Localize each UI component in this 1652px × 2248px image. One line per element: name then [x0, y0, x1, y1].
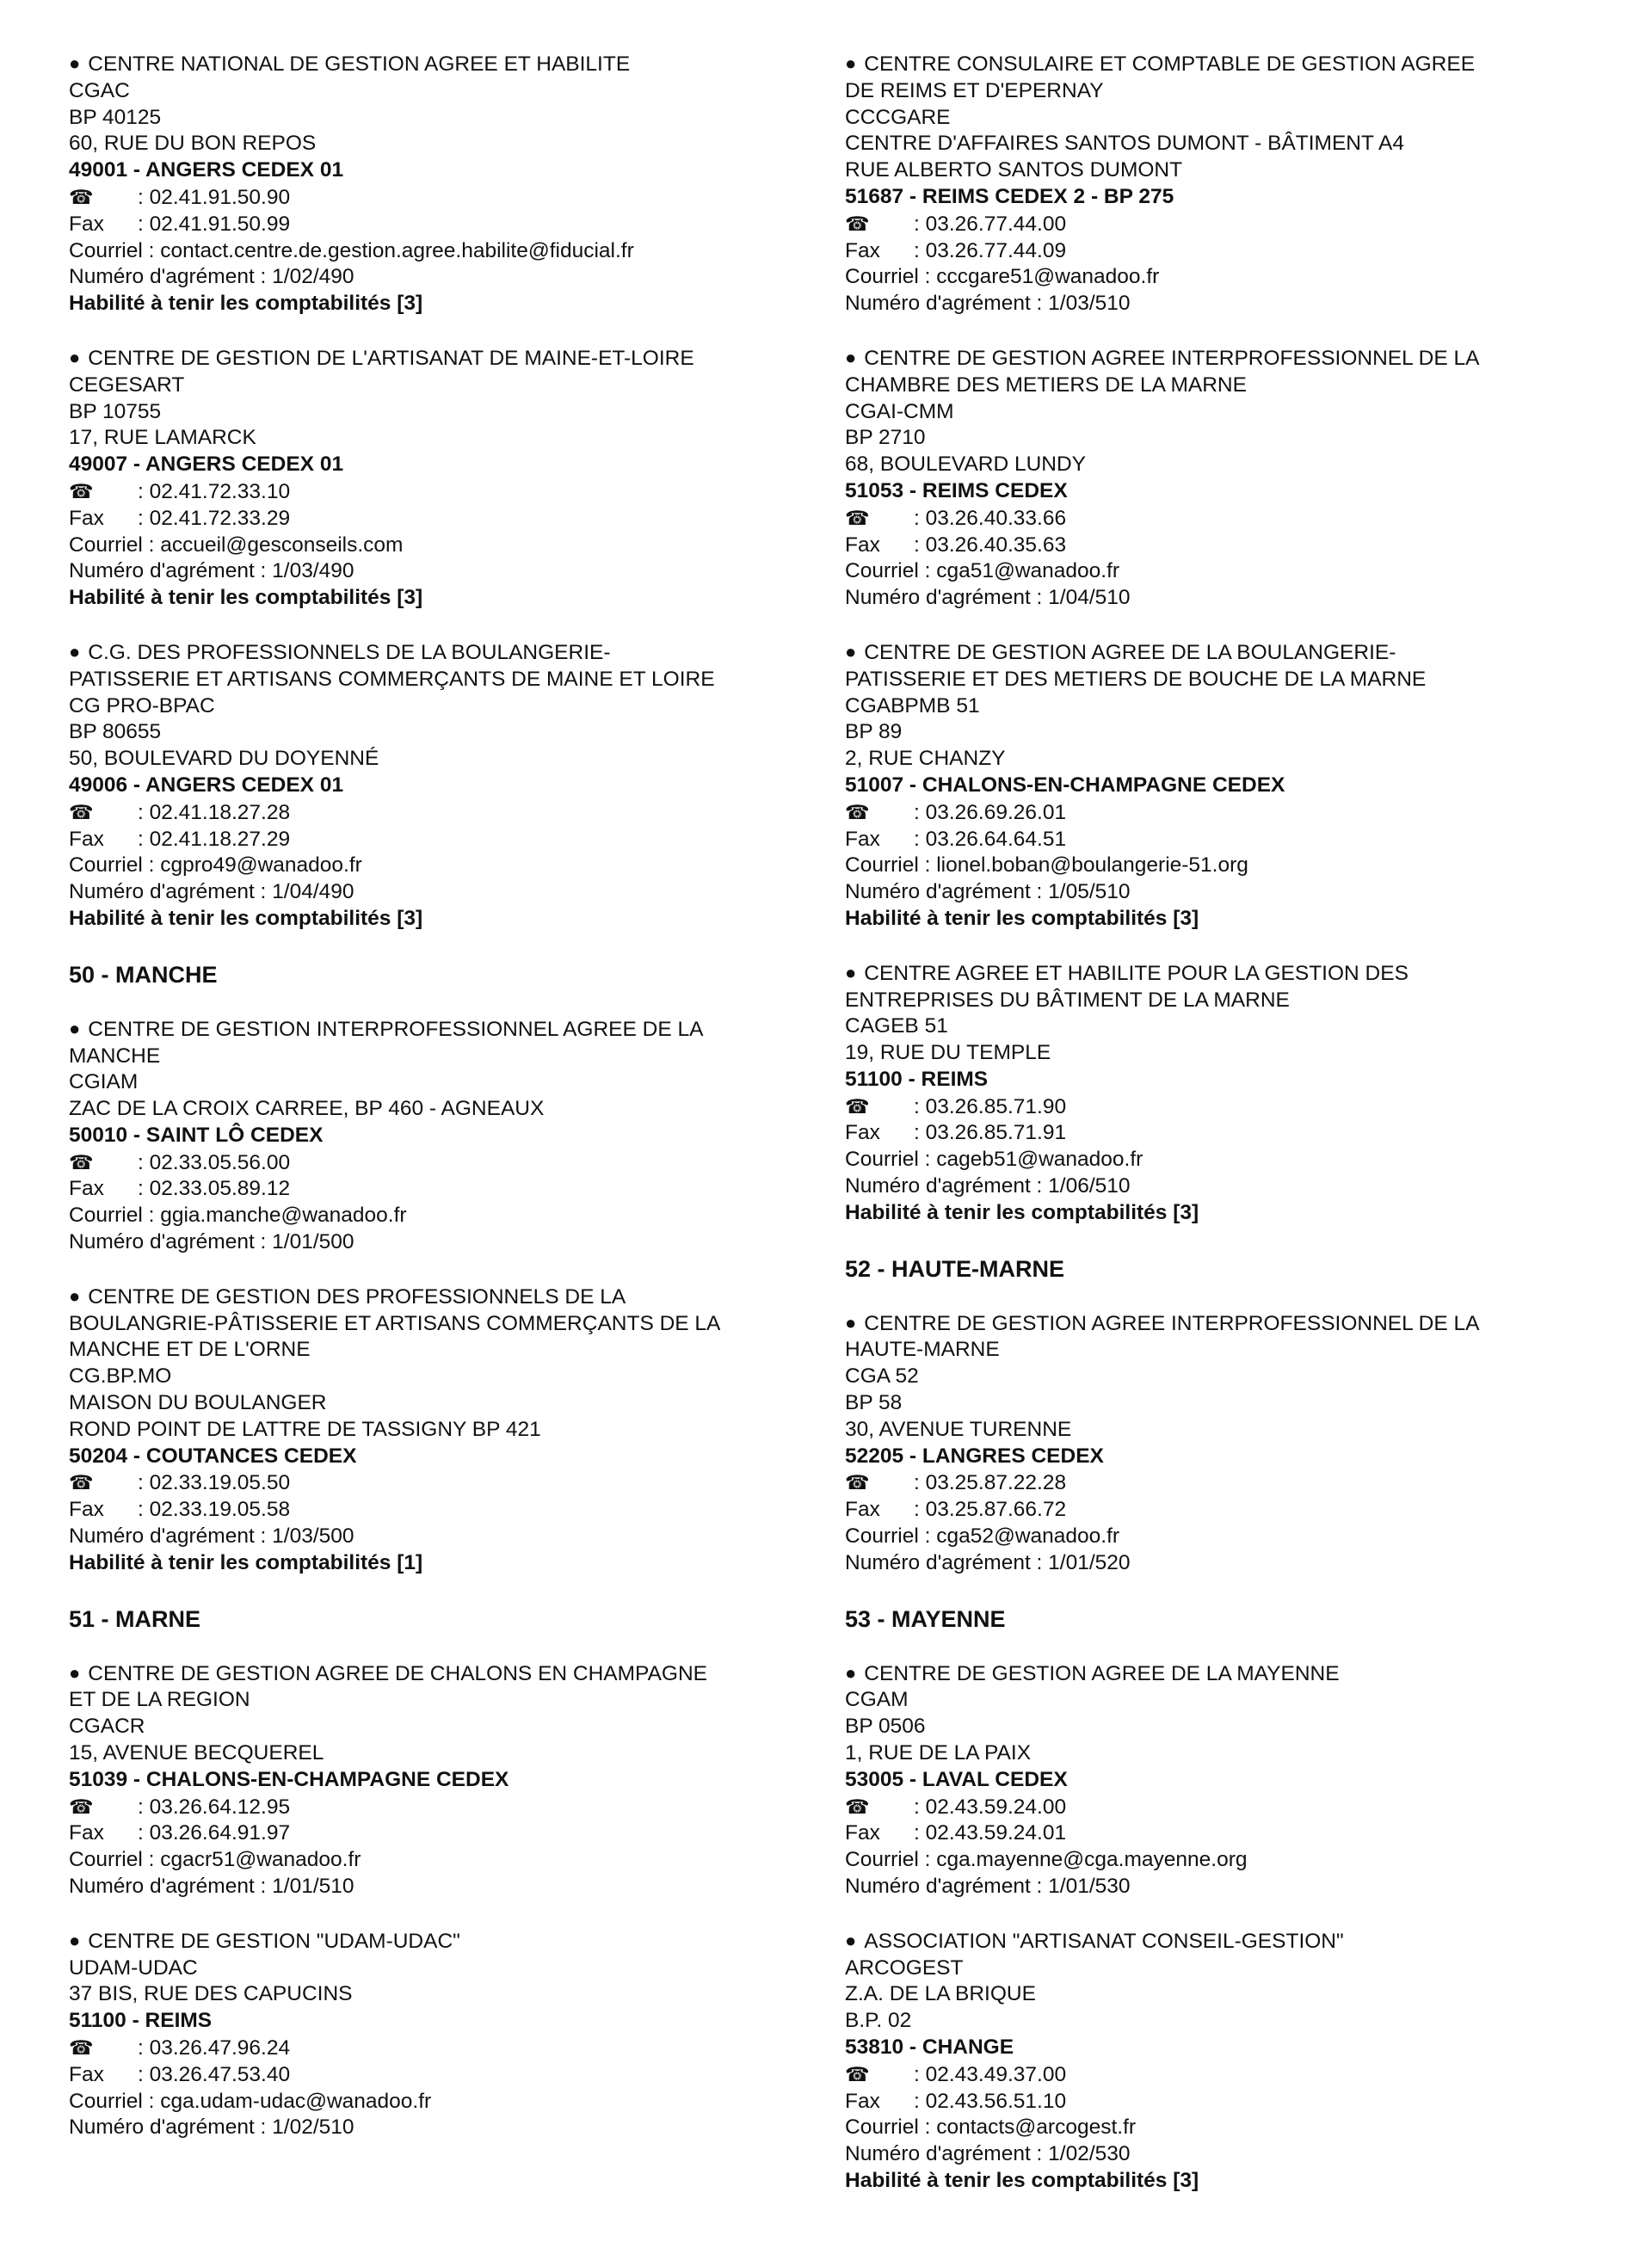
- address-line: CG.BP.MO: [69, 1364, 172, 1389]
- entry-name-line: [69, 1284, 843, 1311]
- address-line: CCCGARE: [845, 105, 951, 129]
- directory-entry: [69, 640, 843, 933]
- address-line: BP 40125: [69, 105, 162, 129]
- email-line: Courriel : cga.udam-udac@wanadoo.fr: [69, 2089, 432, 2113]
- entry-name-text: ASSOCIATION "ARTISANAT CONSEIL-GESTION": [864, 1929, 1344, 1953]
- email-line: Courriel : cga52@wanadoo.fr: [845, 1524, 1120, 1549]
- address-line: CGABPMB 51: [845, 693, 980, 718]
- address-line: BP 10755: [69, 399, 162, 423]
- fax-label: Fax: [69, 1498, 104, 1522]
- entry-name-line: [845, 373, 1619, 399]
- telephone-icon: ☎: [845, 1094, 870, 1118]
- telephone-row: [69, 1149, 843, 1177]
- email-line: Courriel : ggia.manche@wanadoo.fr: [69, 1204, 407, 1228]
- habilitation-note: Habilité à tenir les comptabilités [3]: [69, 292, 423, 316]
- fax-label: Fax: [845, 1121, 880, 1145]
- entry-name-text: CENTRE NATIONAL DE GESTION AGREE ET HABILITE: [88, 52, 631, 76]
- directory-entry: [845, 1929, 1619, 2195]
- telephone-icon: ☎: [845, 2062, 870, 2085]
- entry-name-text: MANCHE ET DE L'ORNE: [69, 1338, 311, 1362]
- entry-name-line: [69, 1017, 843, 1044]
- fax-label: Fax: [845, 1821, 880, 1845]
- directory-entry: [69, 1017, 843, 1256]
- telephone-number: : 02.41.72.33.10: [138, 479, 291, 503]
- agrement-number: Numéro d'agrément : 1/03/490: [69, 559, 354, 583]
- entry-name-text: MANCHE: [69, 1044, 161, 1068]
- agrement-number: Numéro d'agrément : 1/04/510: [845, 586, 1131, 610]
- telephone-row: [69, 2035, 843, 2062]
- entry-name-line: [69, 1929, 843, 1955]
- telephone-icon: ☎: [69, 1471, 94, 1494]
- entry-name-line: [845, 78, 1619, 105]
- entry-name-line: [845, 988, 1619, 1014]
- entry-name-text: BOULANGRIE-PÂTISSERIE ET ARTISANS COMMERÇANTS DE LA: [69, 1311, 721, 1335]
- telephone-row: [845, 799, 1619, 827]
- bullet-icon: ●: [845, 961, 857, 983]
- telephone-icon: ☎: [845, 212, 870, 235]
- agrement-number: Numéro d'agrément : 1/01/520: [845, 1550, 1131, 1574]
- address-line: CGAC: [69, 78, 130, 102]
- entry-name-text: PATISSERIE ET DES METIERS DE BOUCHE DE LA MARNE: [845, 667, 1427, 691]
- fax-row: [69, 506, 843, 533]
- telephone-number: : 03.26.47.96.24: [138, 2036, 291, 2060]
- address-line: ROND POINT DE LATTRE DE TASSIGNY BP 421: [69, 1417, 541, 1441]
- habilitation-note: Habilité à tenir les comptabilités [3]: [845, 2168, 1199, 2192]
- agrement-number: Numéro d'agrément : 1/01/530: [845, 1875, 1131, 1899]
- postal-city: 49007 - ANGERS CEDEX 01: [69, 453, 344, 477]
- email-line: Courriel : cga51@wanadoo.fr: [845, 559, 1120, 583]
- fax-number: : 03.26.40.35.63: [914, 533, 1067, 557]
- telephone-number: : 03.26.69.26.01: [914, 800, 1067, 824]
- telephone-number: : 03.26.40.33.66: [914, 506, 1067, 530]
- address-line: CENTRE D'AFFAIRES SANTOS DUMONT - BÂTIMENT A4: [845, 132, 1404, 156]
- fax-row: [845, 1497, 1619, 1524]
- agrement-number: Numéro d'agrément : 1/02/510: [69, 2116, 354, 2140]
- address-line: ZAC DE LA CROIX CARREE, BP 460 - AGNEAUX: [69, 1097, 545, 1121]
- address-line: BP 2710: [845, 426, 926, 450]
- entry-name-line: [69, 1661, 843, 1688]
- telephone-number: : 02.33.05.56.00: [138, 1150, 291, 1174]
- email-line: Courriel : contact.centre.de.gestion.agree.habilite@fiducial.fr: [69, 238, 634, 262]
- address-line: 37 BIS, RUE DES CAPUCINS: [69, 1982, 353, 2006]
- fax-label: Fax: [845, 533, 880, 557]
- postal-city: 49001 - ANGERS CEDEX 01: [69, 158, 344, 182]
- telephone-icon: ☎: [69, 800, 94, 823]
- left-column: [69, 52, 843, 2170]
- entry-name-text: CENTRE DE GESTION INTERPROFESSIONNEL AGREE DE LA: [88, 1017, 704, 1041]
- entry-name-line: [69, 1337, 843, 1364]
- fax-label: Fax: [845, 1498, 880, 1522]
- section-heading: 52 - HAUTE-MARNE: [845, 1255, 1065, 1282]
- postal-city: 51100 - REIMS: [845, 1067, 989, 1091]
- entry-name-line: [69, 52, 843, 78]
- telephone-row: [845, 505, 1619, 533]
- fax-row: [845, 827, 1619, 853]
- address-line: BP 80655: [69, 720, 162, 744]
- bullet-icon: ●: [69, 640, 81, 662]
- bullet-icon: ●: [69, 1661, 81, 1684]
- entry-name-text: CENTRE DE GESTION AGREE INTERPROFESSIONNEL DE LA: [864, 346, 1480, 370]
- fax-row: [69, 827, 843, 853]
- fax-number: : 02.43.56.51.10: [914, 2089, 1067, 2113]
- fax-label: Fax: [845, 238, 880, 262]
- telephone-icon: ☎: [69, 1150, 94, 1173]
- telephone-icon: ☎: [845, 800, 870, 823]
- bullet-icon: ●: [845, 640, 857, 662]
- fax-row: [69, 1176, 843, 1203]
- entry-name-text: C.G. DES PROFESSIONNELS DE LA BOULANGERIE-: [88, 640, 611, 664]
- telephone-row: [69, 478, 843, 506]
- telephone-number: : 03.26.85.71.90: [914, 1094, 1067, 1118]
- fax-label: Fax: [69, 212, 104, 236]
- fax-number: : 03.26.64.64.51: [914, 827, 1067, 851]
- address-line: 1, RUE DE LA PAIX: [845, 1741, 1032, 1765]
- address-line: MAISON DU BOULANGER: [69, 1391, 327, 1415]
- telephone-icon: ☎: [845, 1471, 870, 1494]
- entry-name-text: PATISSERIE ET ARTISANS COMMERÇANTS DE MAINE ET LOIRE: [69, 667, 715, 691]
- fax-number: : 02.43.59.24.01: [914, 1821, 1067, 1845]
- agrement-number: Numéro d'agrément : 1/05/510: [845, 880, 1131, 904]
- entry-name-text: CENTRE DE GESTION "UDAM-UDAC": [88, 1929, 460, 1953]
- bullet-icon: ●: [845, 1929, 857, 1951]
- telephone-number: : 02.43.49.37.00: [914, 2062, 1067, 2086]
- entry-name-line: [845, 1661, 1619, 1688]
- bullet-icon: ●: [845, 346, 857, 368]
- fax-number: : 03.25.87.66.72: [914, 1498, 1067, 1522]
- entry-name-text: CENTRE DE GESTION DE L'ARTISANAT DE MAINE-ET-LOIRE: [88, 346, 694, 370]
- address-line: 60, RUE DU BON REPOS: [69, 132, 317, 156]
- address-line: CG PRO-BPAC: [69, 693, 215, 718]
- fax-number: : 02.33.05.89.12: [138, 1177, 291, 1201]
- email-line: Courriel : cga.mayenne@cga.mayenne.org: [845, 1848, 1248, 1872]
- address-line: BP 58: [845, 1391, 903, 1415]
- telephone-number: : 03.26.77.44.00: [914, 212, 1067, 236]
- directory-entry: [845, 1661, 1619, 1900]
- directory-entry: [845, 640, 1619, 933]
- bullet-icon: ●: [69, 1929, 81, 1951]
- directory-entry: [69, 346, 843, 612]
- telephone-number: : 03.25.87.22.28: [914, 1471, 1067, 1495]
- directory-entry: [845, 1311, 1619, 1577]
- habilitation-note: Habilité à tenir les comptabilités [1]: [69, 1550, 423, 1574]
- address-line: BP 89: [845, 720, 903, 744]
- directory-entry: [69, 1929, 843, 2141]
- telephone-icon: ☎: [845, 506, 870, 529]
- entry-name-text: CENTRE DE GESTION AGREE INTERPROFESSIONNEL DE LA: [864, 1311, 1480, 1335]
- entry-name-text: CENTRE DE GESTION AGREE DE CHALONS EN CHAMPAGNE: [88, 1661, 707, 1685]
- fax-label: Fax: [69, 506, 104, 530]
- fax-row: [845, 1820, 1619, 1847]
- entry-name-text: CENTRE DE GESTION AGREE DE LA BOULANGERIE-: [864, 640, 1396, 664]
- fax-row: [69, 1820, 843, 1847]
- telephone-icon: ☎: [845, 1795, 870, 1818]
- postal-city: 51053 - REIMS CEDEX: [845, 478, 1068, 502]
- fax-row: [845, 238, 1619, 265]
- entry-name-line: [845, 667, 1619, 693]
- address-line: UDAM-UDAC: [69, 1955, 198, 1980]
- bullet-icon: ●: [845, 52, 857, 74]
- email-line: Courriel : cgacr51@wanadoo.fr: [69, 1848, 361, 1872]
- telephone-row: [69, 1469, 843, 1497]
- entry-name-line: [845, 961, 1619, 988]
- postal-city: 49006 - ANGERS CEDEX 01: [69, 773, 344, 797]
- fax-label: Fax: [69, 1177, 104, 1201]
- directory-entry: [69, 1661, 843, 1900]
- postal-city: 51687 - REIMS CEDEX 2 - BP 275: [845, 184, 1174, 208]
- telephone-row: [69, 1794, 843, 1821]
- email-line: Courriel : cgpro49@wanadoo.fr: [69, 853, 362, 878]
- postal-city: 51039 - CHALONS-EN-CHAMPAGNE CEDEX: [69, 1767, 509, 1791]
- address-line: 17, RUE LAMARCK: [69, 426, 256, 450]
- fax-row: [69, 212, 843, 238]
- address-line: CAGEB 51: [845, 1014, 948, 1038]
- entry-name-line: [69, 1311, 843, 1338]
- address-line: RUE ALBERTO SANTOS DUMONT: [845, 158, 1183, 182]
- entry-name-text: ET DE LA REGION: [69, 1688, 250, 1712]
- telephone-icon: ☎: [69, 185, 94, 208]
- agrement-number: Numéro d'agrément : 1/03/500: [69, 1524, 354, 1549]
- directory-entry: [845, 346, 1619, 612]
- entry-name-text: CENTRE CONSULAIRE ET COMPTABLE DE GESTION AGREE: [864, 52, 1476, 76]
- telephone-icon: ☎: [69, 1795, 94, 1818]
- address-line: CGAI-CMM: [845, 399, 954, 423]
- address-line: 15, AVENUE BECQUEREL: [69, 1741, 324, 1765]
- telephone-number: : 02.33.19.05.50: [138, 1471, 291, 1495]
- address-line: Z.A. DE LA BRIQUE: [845, 1982, 1036, 2006]
- postal-city: 53810 - CHANGE: [845, 2036, 1014, 2059]
- fax-label: Fax: [845, 2089, 880, 2113]
- address-line: B.P. 02: [845, 2009, 912, 2033]
- fax-row: [69, 2062, 843, 2089]
- email-line: Courriel : cccgare51@wanadoo.fr: [845, 265, 1160, 289]
- telephone-number: : 03.26.64.12.95: [138, 1795, 291, 1819]
- telephone-row: [845, 1794, 1619, 1821]
- address-line: 30, AVENUE TURENNE: [845, 1417, 1072, 1441]
- entry-name-text: CHAMBRE DES METIERS DE LA MARNE: [845, 373, 1247, 397]
- entry-name-line: [69, 667, 843, 693]
- directory-entry: [845, 961, 1619, 1227]
- entry-name-line: [845, 640, 1619, 667]
- fax-number: : 03.26.64.91.97: [138, 1821, 291, 1845]
- address-line: CGA 52: [845, 1364, 919, 1389]
- entry-name-line: [69, 1044, 843, 1070]
- agrement-number: Numéro d'agrément : 1/02/490: [69, 265, 354, 289]
- address-line: 68, BOULEVARD LUNDY: [845, 453, 1087, 477]
- habilitation-note: Habilité à tenir les comptabilités [3]: [845, 906, 1199, 930]
- entry-name-line: [845, 1929, 1619, 1955]
- agrement-number: Numéro d'agrément : 1/01/510: [69, 1875, 354, 1899]
- fax-number: : 03.26.47.53.40: [138, 2062, 291, 2086]
- bullet-icon: ●: [69, 1284, 81, 1307]
- habilitation-note: Habilité à tenir les comptabilités [3]: [69, 906, 423, 930]
- telephone-row: [845, 2061, 1619, 2089]
- entry-name-text: DE REIMS ET D'EPERNAY: [845, 78, 1104, 102]
- habilitation-note: Habilité à tenir les comptabilités [3]: [845, 1200, 1199, 1224]
- entry-name-line: [69, 1687, 843, 1714]
- fax-row: [69, 1497, 843, 1524]
- telephone-number: : 02.41.18.27.28: [138, 800, 291, 824]
- fax-row: [845, 533, 1619, 559]
- postal-city: 51100 - REIMS: [69, 2009, 213, 2033]
- fax-number: : 03.26.77.44.09: [914, 238, 1067, 262]
- section-heading: 53 - MAYENNE: [845, 1605, 1006, 1632]
- email-line: Courriel : cageb51@wanadoo.fr: [845, 1148, 1143, 1172]
- fax-number: : 02.41.72.33.29: [138, 506, 291, 530]
- postal-city: 53005 - LAVAL CEDEX: [845, 1767, 1068, 1791]
- entry-name-text: CENTRE AGREE ET HABILITE POUR LA GESTION DES: [864, 961, 1409, 985]
- address-line: CGAM: [845, 1688, 909, 1712]
- agrement-number: Numéro d'agrément : 1/03/510: [845, 292, 1131, 316]
- fax-label: Fax: [69, 1821, 104, 1845]
- telephone-icon: ☎: [69, 2036, 94, 2059]
- agrement-number: Numéro d'agrément : 1/06/510: [845, 1174, 1131, 1198]
- address-line: ARCOGEST: [845, 1955, 964, 1980]
- fax-number: : 03.26.85.71.91: [914, 1121, 1067, 1145]
- postal-city: 50010 - SAINT LÔ CEDEX: [69, 1123, 324, 1147]
- entry-name-line: [845, 1311, 1619, 1338]
- address-line: CEGESART: [69, 373, 185, 397]
- agrement-number: Numéro d'agrément : 1/04/490: [69, 880, 354, 904]
- fax-row: [845, 1120, 1619, 1147]
- email-line: Courriel : accueil@gesconseils.com: [69, 533, 404, 557]
- postal-city: 50204 - COUTANCES CEDEX: [69, 1444, 357, 1468]
- section-heading: 51 - MARNE: [69, 1605, 201, 1632]
- fax-number: : 02.33.19.05.58: [138, 1498, 291, 1522]
- telephone-row: [845, 1469, 1619, 1497]
- entry-name-text: ENTREPRISES DU BÂTIMENT DE LA MARNE: [845, 988, 1290, 1012]
- email-line: Courriel : contacts@arcogest.fr: [845, 2116, 1137, 2140]
- right-column: [845, 52, 1619, 2223]
- fax-label: Fax: [69, 827, 104, 851]
- postal-city: 52205 - LANGRES CEDEX: [845, 1444, 1104, 1468]
- entry-name-text: CENTRE DE GESTION DES PROFESSIONNELS DE LA: [88, 1284, 626, 1309]
- postal-city: 51007 - CHALONS-EN-CHAMPAGNE CEDEX: [845, 773, 1285, 797]
- entry-name-text: HAUTE-MARNE: [845, 1338, 1000, 1362]
- entry-name-line: [845, 52, 1619, 78]
- bullet-icon: ●: [69, 1017, 81, 1039]
- agrement-number: Numéro d'agrément : 1/01/500: [69, 1230, 354, 1254]
- directory-entry: [69, 1284, 843, 1577]
- address-line: 19, RUE DU TEMPLE: [845, 1041, 1051, 1065]
- fax-number: : 02.41.91.50.99: [138, 212, 291, 236]
- section-heading: 50 - MANCHE: [69, 961, 218, 988]
- telephone-icon: ☎: [69, 479, 94, 502]
- entry-name-line: [845, 1337, 1619, 1364]
- agrement-number: Numéro d'agrément : 1/02/530: [845, 2142, 1131, 2166]
- telephone-row: [69, 184, 843, 212]
- telephone-number: : 02.43.59.24.00: [914, 1795, 1067, 1819]
- habilitation-note: Habilité à tenir les comptabilités [3]: [69, 586, 423, 610]
- address-line: 2, RUE CHANZY: [845, 747, 1006, 771]
- entry-name-line: [69, 640, 843, 667]
- address-line: CGACR: [69, 1715, 145, 1739]
- telephone-row: [845, 1093, 1619, 1121]
- entry-name-text: CENTRE DE GESTION AGREE DE LA MAYENNE: [864, 1661, 1340, 1685]
- directory-entry: [69, 52, 843, 317]
- fax-number: : 02.41.18.27.29: [138, 827, 291, 851]
- entry-name-line: [69, 346, 843, 373]
- telephone-row: [69, 799, 843, 827]
- email-line: Courriel : lionel.boban@boulangerie-51.org: [845, 853, 1248, 878]
- bullet-icon: ●: [69, 346, 81, 368]
- address-line: BP 0506: [845, 1715, 926, 1739]
- fax-label: Fax: [69, 2062, 104, 2086]
- telephone-row: [845, 211, 1619, 238]
- bullet-icon: ●: [845, 1311, 857, 1333]
- bullet-icon: ●: [845, 1661, 857, 1684]
- fax-label: Fax: [845, 827, 880, 851]
- address-line: 50, BOULEVARD DU DOYENNÉ: [69, 747, 379, 771]
- telephone-number: : 02.41.91.50.90: [138, 185, 291, 209]
- directory-entry: [845, 52, 1619, 317]
- bullet-icon: ●: [69, 52, 81, 74]
- fax-row: [845, 2089, 1619, 2116]
- address-line: CGIAM: [69, 1070, 139, 1094]
- entry-name-line: [845, 346, 1619, 373]
